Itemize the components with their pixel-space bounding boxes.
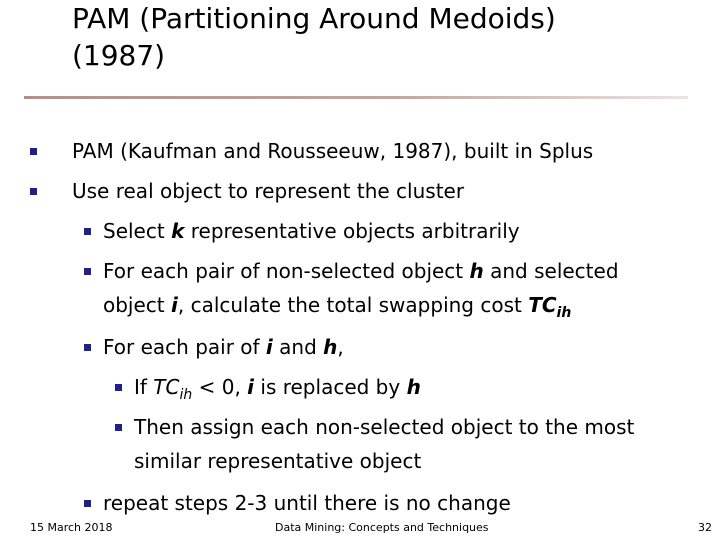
bullet-then-assign-line1: Then assign each non-selected object to the most xyxy=(134,415,635,439)
title-line-2: (1987) xyxy=(72,39,166,72)
bullet-real-object: Use real object to represent the cluster xyxy=(72,179,465,203)
bullet-marker xyxy=(30,188,37,195)
bullet-each-pair-line1: For each pair of non-selected object h and selected xyxy=(103,259,619,283)
bullet-then-assign-line2: similar representative object xyxy=(134,449,422,473)
bullet-pair-i-h: For each pair of i and h, xyxy=(103,335,344,359)
bullet-marker xyxy=(84,228,91,235)
bullet-pam-kaufman: PAM (Kaufman and Rousseeuw, 1987), built in Splus xyxy=(72,139,594,163)
bullet-marker xyxy=(84,268,91,275)
bullet-marker xyxy=(30,148,37,155)
footer-title: Data Mining: Concepts and Techniques xyxy=(275,521,489,534)
footer-date: 15 March 2018 xyxy=(30,521,113,534)
bullet-marker xyxy=(84,500,91,507)
bullet-each-pair-line2: object i, calculate the total swapping cost $TC_{ih}$ xyxy=(103,293,572,321)
title-divider xyxy=(24,96,688,99)
bullet-repeat-steps: repeat steps 2-3 until there is no change xyxy=(103,491,511,515)
page-number: 32 xyxy=(698,521,712,534)
bullet-if-tcih: If $TC_{ih} < 0$, i is replaced by h xyxy=(134,375,421,403)
bullet-marker xyxy=(115,384,122,391)
title-line-1: PAM (Partitioning Around Medoids) xyxy=(72,2,556,35)
bullet-marker xyxy=(84,344,91,351)
bullet-marker xyxy=(115,424,122,431)
slide-title xyxy=(72,0,672,74)
bullet-select-k: Select k representative objects arbitrarily xyxy=(103,219,520,243)
